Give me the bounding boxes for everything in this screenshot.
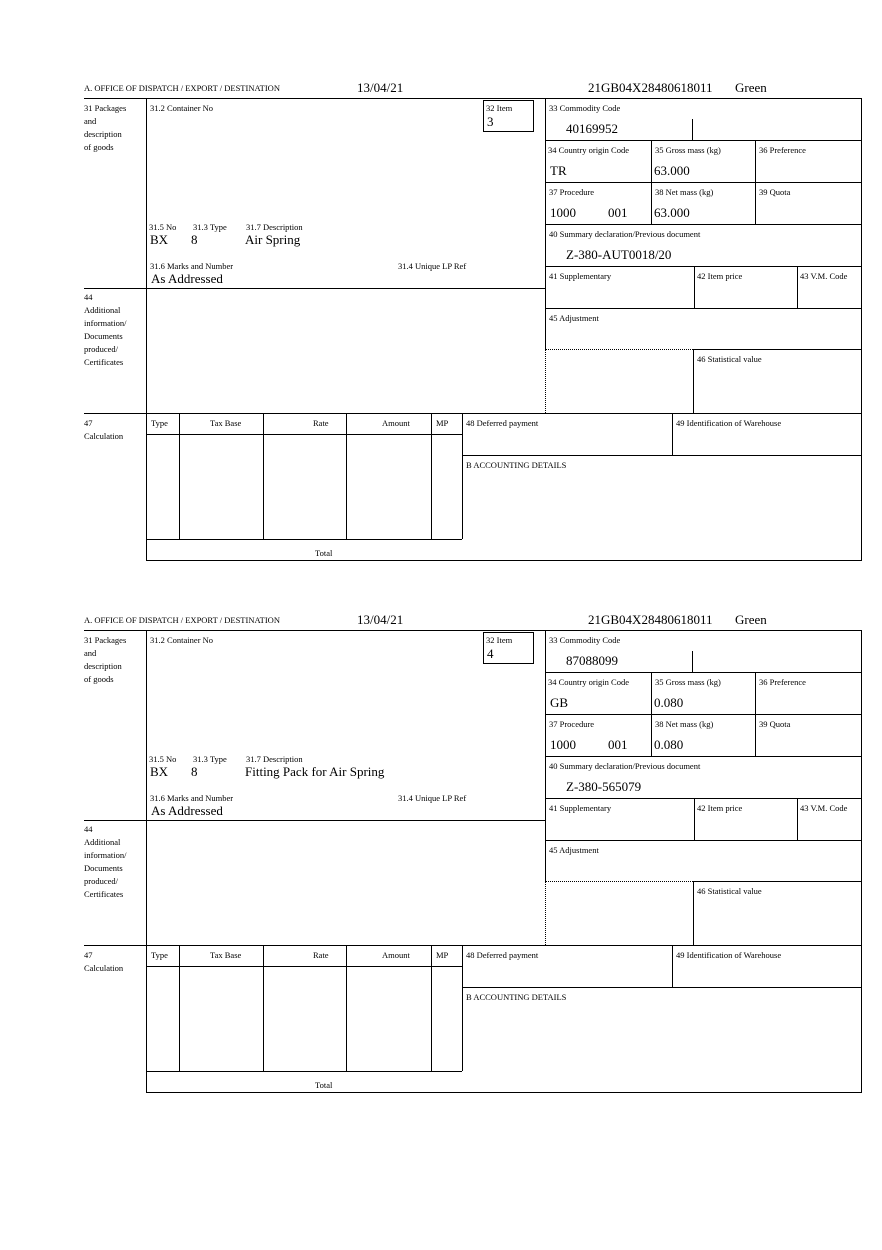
net-mass-label: 38 Net mass (kg)	[655, 719, 714, 729]
rule	[84, 820, 546, 821]
rule	[263, 945, 264, 1071]
marks-value: As Addressed	[151, 271, 223, 286]
container-no-label: 31.2 Container No	[150, 103, 214, 113]
rule	[84, 945, 861, 946]
preference-label: 36 Preference	[759, 145, 806, 155]
pkg-type-value: 8	[191, 764, 198, 779]
item-value: 3	[487, 114, 494, 129]
item-price-label: 42 Item price	[697, 271, 743, 281]
procedure-additional-code: 001	[608, 205, 628, 220]
col-rate-header: Rate	[313, 418, 329, 428]
gross-mass-label: 35 Gross mass (kg)	[655, 145, 721, 155]
rule	[545, 798, 546, 882]
col-tax-base-header: Tax Base	[210, 418, 242, 428]
accounting-details-label: B ACCOUNTING DETAILS	[466, 460, 567, 470]
rule	[545, 714, 861, 715]
rule	[263, 413, 264, 539]
description-value: Fitting Pack for Air Spring	[245, 764, 385, 779]
rule	[545, 266, 546, 350]
quota-label: 39 Quota	[759, 187, 791, 197]
item-label: 32 Item	[486, 103, 513, 113]
rule	[693, 881, 861, 882]
col-mp-header: MP	[436, 950, 449, 960]
office-label: A. OFFICE OF DISPATCH / EXPORT / DESTINATION	[84, 615, 280, 625]
vm-code-label: 43 V.M. Code	[800, 271, 848, 281]
supplementary-label: 41 Supplementary	[549, 803, 612, 813]
supplementary-label: 41 Supplementary	[549, 271, 612, 281]
rule	[692, 651, 693, 672]
total-label: Total	[315, 548, 333, 558]
procedure-additional-code: 001	[608, 737, 628, 752]
col-rate-header: Rate	[313, 950, 329, 960]
rule	[462, 945, 463, 1071]
summary-declaration-label: 40 Summary declaration/Previous document	[549, 229, 701, 239]
net-mass-label: 38 Net mass (kg)	[655, 187, 714, 197]
rule	[672, 945, 673, 987]
rule	[462, 987, 861, 988]
col-mp-header: MP	[436, 418, 449, 428]
rule	[545, 308, 861, 309]
rule	[545, 840, 861, 841]
procedure-label: 37 Procedure	[549, 187, 595, 197]
accounting-details-label: B ACCOUNTING DETAILS	[466, 992, 567, 1002]
item-value: 4	[487, 646, 494, 661]
rule	[694, 798, 695, 840]
rule	[797, 798, 798, 840]
pkg-type-label: 31.3 Type	[193, 222, 227, 232]
col-amount-header: Amount	[382, 418, 410, 428]
rule	[179, 413, 180, 539]
quota-label: 39 Quota	[759, 719, 791, 729]
rule	[545, 798, 861, 799]
rule	[84, 288, 546, 289]
net-mass-value: 0.080	[654, 737, 684, 752]
country-origin-label: 34 Country origin Code	[548, 145, 629, 155]
vm-code-label: 43 V.M. Code	[800, 803, 848, 813]
summary-declaration-label: 40 Summary declaration/Previous document	[549, 761, 701, 771]
commodity-code-label: 33 Commodity Code	[549, 103, 621, 113]
calculation-label: 47 Calculation	[84, 418, 124, 441]
rule	[545, 182, 861, 183]
rule	[672, 413, 673, 455]
rule	[545, 672, 861, 673]
pkg-no-label: 31.5 No	[149, 222, 177, 232]
adjustment-label: 45 Adjustment	[549, 845, 599, 855]
dotted-rule	[545, 349, 693, 350]
route-status: Green	[735, 80, 767, 95]
rule	[693, 881, 694, 945]
col-amount-header: Amount	[382, 950, 410, 960]
country-origin-value: TR	[550, 163, 567, 178]
gross-mass-value: 63.000	[654, 163, 690, 178]
rule	[861, 630, 862, 1093]
rule	[146, 630, 147, 1093]
preference-label: 36 Preference	[759, 677, 806, 687]
commodity-code-value: 87088099	[566, 653, 618, 668]
col-type-header: Type	[151, 950, 168, 960]
rule	[146, 1071, 462, 1072]
description-label: 31.7 Description	[246, 222, 303, 232]
rule	[545, 224, 861, 225]
dotted-rule	[545, 350, 546, 413]
rule	[146, 966, 462, 967]
rule	[545, 140, 861, 141]
rule	[346, 945, 347, 1071]
pkg-no-value: BX	[150, 232, 169, 247]
summary-declaration-value: Z-380-565079	[566, 779, 642, 794]
rule	[545, 266, 861, 267]
rule	[146, 434, 462, 435]
procedure-label: 37 Procedure	[549, 719, 595, 729]
container-no-label: 31.2 Container No	[150, 635, 214, 645]
rule	[84, 98, 861, 99]
rule	[431, 413, 432, 539]
rule	[693, 349, 694, 413]
packages-label: 31 Packages and description of goods	[84, 103, 127, 152]
declaration-date: 13/04/21	[357, 80, 404, 95]
pkg-no-value: BX	[150, 764, 169, 779]
rule	[694, 266, 695, 308]
pkg-no-label: 31.5 No	[149, 754, 177, 764]
statistical-value-label: 46 Statistical value	[697, 354, 762, 364]
rule	[431, 945, 432, 1071]
commodity-code-label: 33 Commodity Code	[549, 635, 621, 645]
pkg-type-label: 31.3 Type	[193, 754, 227, 764]
item-price-label: 42 Item price	[697, 803, 743, 813]
gross-mass-value: 0.080	[654, 695, 684, 710]
rule	[545, 630, 546, 821]
declaration-date: 13/04/21	[357, 612, 404, 627]
warehouse-label: 49 Identification of Warehouse	[676, 418, 782, 428]
office-label: A. OFFICE OF DISPATCH / EXPORT / DESTINATION	[84, 83, 280, 93]
declaration-reference: 21GB04X28480618011	[588, 80, 713, 95]
procedure-code: 1000	[550, 737, 576, 752]
procedure-code: 1000	[550, 205, 576, 220]
deferred-payment-label: 48 Deferred payment	[466, 950, 539, 960]
summary-declaration-value: Z-380-AUT0018/20	[566, 247, 672, 262]
unique-lp-label: 31.4 Unique LP Ref	[398, 261, 467, 271]
marks-label: 31.6 Marks and Number	[150, 793, 234, 803]
deferred-payment-label: 48 Deferred payment	[466, 418, 539, 428]
col-type-header: Type	[151, 418, 168, 428]
rule	[84, 413, 861, 414]
rule	[545, 98, 546, 289]
total-label: Total	[315, 1080, 333, 1090]
rule	[346, 413, 347, 539]
net-mass-value: 63.000	[654, 205, 690, 220]
statistical-value-label: 46 Statistical value	[697, 886, 762, 896]
rule	[462, 413, 463, 539]
rule	[797, 266, 798, 308]
description-value: Air Spring	[245, 232, 301, 247]
rule	[545, 756, 861, 757]
rule	[692, 119, 693, 140]
rule	[146, 98, 147, 561]
route-status: Green	[735, 612, 767, 627]
adjustment-label: 45 Adjustment	[549, 313, 599, 323]
country-origin-label: 34 Country origin Code	[548, 677, 629, 687]
dotted-rule	[545, 881, 693, 882]
rule	[462, 455, 861, 456]
rule	[179, 945, 180, 1071]
dotted-rule	[545, 882, 546, 945]
gross-mass-label: 35 Gross mass (kg)	[655, 677, 721, 687]
declaration-form-2	[0, 532, 882, 1090]
unique-lp-label: 31.4 Unique LP Ref	[398, 793, 467, 803]
additional-info-label: 44 Additional information/ Documents produced/ Certificates	[84, 292, 127, 367]
packages-label: 31 Packages and description of goods	[84, 635, 127, 684]
marks-value: As Addressed	[151, 803, 223, 818]
declaration-form-1	[0, 0, 882, 558]
description-label: 31.7 Description	[246, 754, 303, 764]
rule	[693, 349, 861, 350]
pkg-type-value: 8	[191, 232, 198, 247]
item-label: 32 Item	[486, 635, 513, 645]
declaration-reference: 21GB04X28480618011	[588, 612, 713, 627]
col-tax-base-header: Tax Base	[210, 950, 242, 960]
rule	[84, 630, 861, 631]
commodity-code-value: 40169952	[566, 121, 618, 136]
warehouse-label: 49 Identification of Warehouse	[676, 950, 782, 960]
country-origin-value: GB	[550, 695, 569, 710]
additional-info-label: 44 Additional information/ Documents produced/ Certificates	[84, 824, 127, 899]
rule	[146, 1092, 861, 1093]
rule	[861, 98, 862, 561]
calculation-label: 47 Calculation	[84, 950, 124, 973]
marks-label: 31.6 Marks and Number	[150, 261, 234, 271]
